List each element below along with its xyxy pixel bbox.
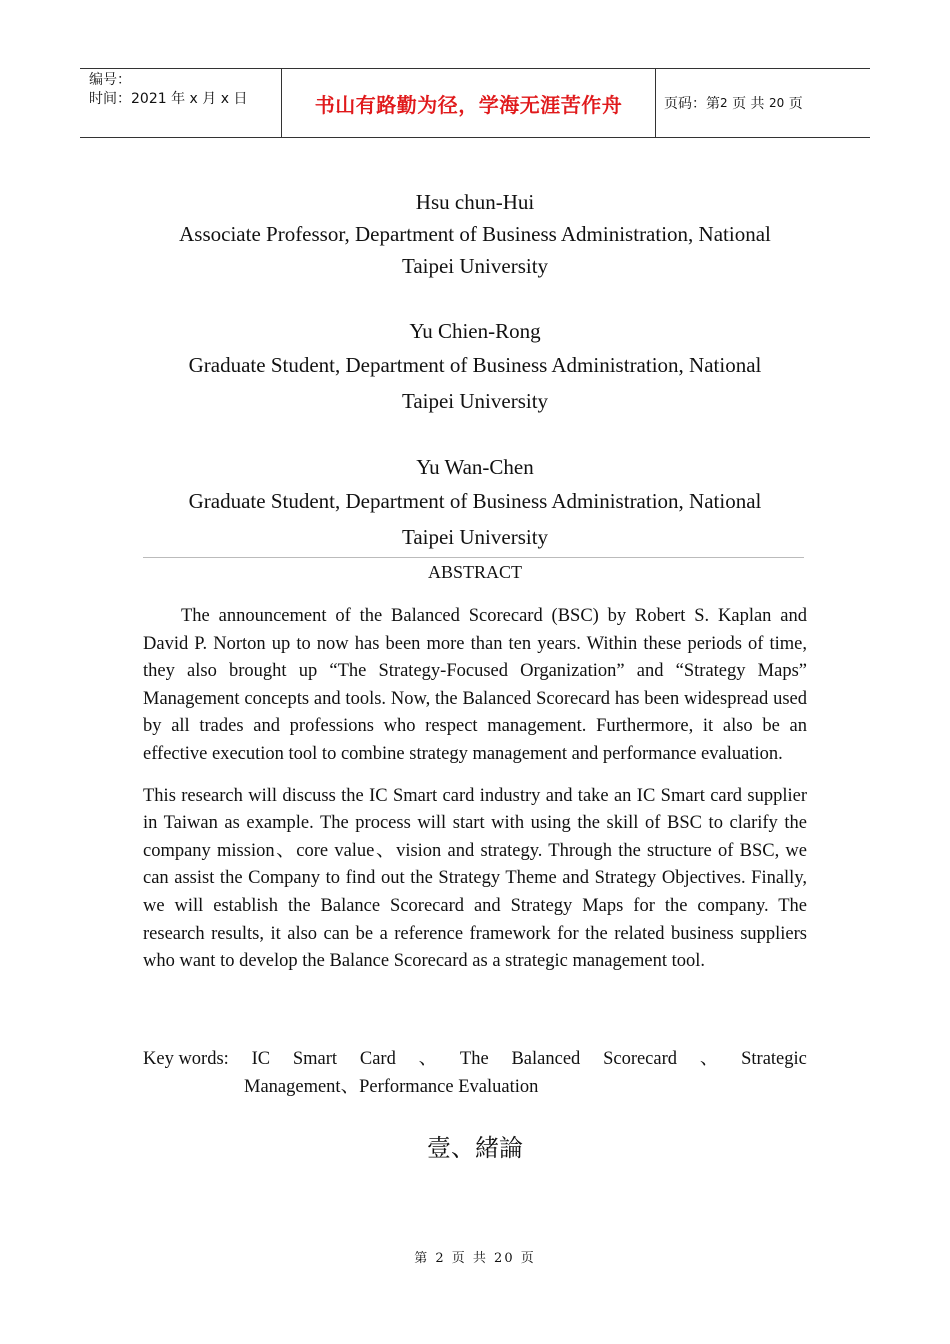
page-total: 20 — [769, 96, 785, 110]
author-name: Yu Wan-Chen — [416, 455, 534, 479]
page-mid: 页 共 — [732, 96, 765, 112]
author-name: Yu Chien-Rong — [409, 319, 541, 343]
page-end: 页 — [788, 96, 803, 112]
author-affiliation: Taipei University — [401, 389, 549, 413]
keywords-line — [143, 1046, 807, 1074]
keywords — [143, 1046, 807, 1101]
date-label: 时间：2021 年 x 月 x 日 — [89, 91, 248, 107]
keyword-word: IC — [251, 1049, 271, 1069]
section-heading: 壹、緒論 — [427, 1134, 523, 1162]
page-current: 2 — [720, 96, 728, 110]
header-meta-cell — [80, 69, 280, 137]
keyword-word: Smart — [292, 1049, 338, 1069]
keyword-separator: 、 — [699, 1049, 719, 1069]
author-name: Hsu chun-Hui — [415, 190, 535, 214]
abstract-paragraph: This research will discuss the IC Smart card industry and take an IC Smart card supplier in Taiwan as example. The process will start with using the skill of BSC to clarify the company mission、core value、vision and strategy. Through the structure of BSC, we can assist the Company to find out the Strategy Theme and Strategy Objectives. Finally, we will establish the Balance Scorecard and Strategy Maps for the company. The research results, it also can be a reference framework for the related business suppliers who want to develop the Balance Scorecard as a strategic management tool. — [143, 785, 807, 972]
page-label: 页码：第 — [664, 96, 720, 112]
author-affiliation: Graduate Student, Department of Business Administration, National — [188, 489, 762, 513]
author-affiliation: Taipei University — [401, 254, 549, 278]
keyword-word: Scorecard — [603, 1049, 678, 1069]
abstract-title: ABSTRACT — [427, 562, 523, 582]
keyword-word: Balanced — [511, 1049, 581, 1069]
abstract-body — [143, 603, 807, 990]
author-affiliation: Taipei University — [401, 525, 549, 549]
author-affiliation: Associate Professor, Department of Business Administration, National — [179, 222, 771, 246]
author-block — [143, 186, 807, 555]
keyword-word: Card — [359, 1049, 396, 1069]
page-header — [80, 68, 870, 138]
page-footer: 第 2 页 共 20 页 — [414, 1251, 536, 1266]
keywords-line: Management、Performance Evaluation — [244, 1076, 539, 1097]
keywords-label: Key words: — [143, 1049, 229, 1069]
number-label: 编号： — [89, 72, 131, 88]
header-page-cell — [655, 69, 870, 137]
divider — [143, 557, 804, 558]
abstract-paragraph: The announcement of the Balanced Scorecard (BSC) by Robert S. Kaplan and David P. Norton up to now has been more than ten years. Within these periods of time, they also brought up “The Strategy-Focused Organization” and “Strategy Maps” Management concepts and tools. Now, the Balanced Scorecard has been widespread used by all trades and professions who respect management. Furthermore, it also be an effective execution tool to combine strategy management and performance evaluation. — [143, 606, 807, 764]
keyword-separator: 、 — [418, 1049, 438, 1069]
keyword-word: The — [459, 1049, 489, 1069]
header-motto: 书山有路勤为径，学海无涯苦作舟 — [281, 69, 656, 137]
author-affiliation: Graduate Student, Department of Business Administration, National — [188, 353, 762, 377]
keyword-word: Strategic — [741, 1049, 807, 1069]
